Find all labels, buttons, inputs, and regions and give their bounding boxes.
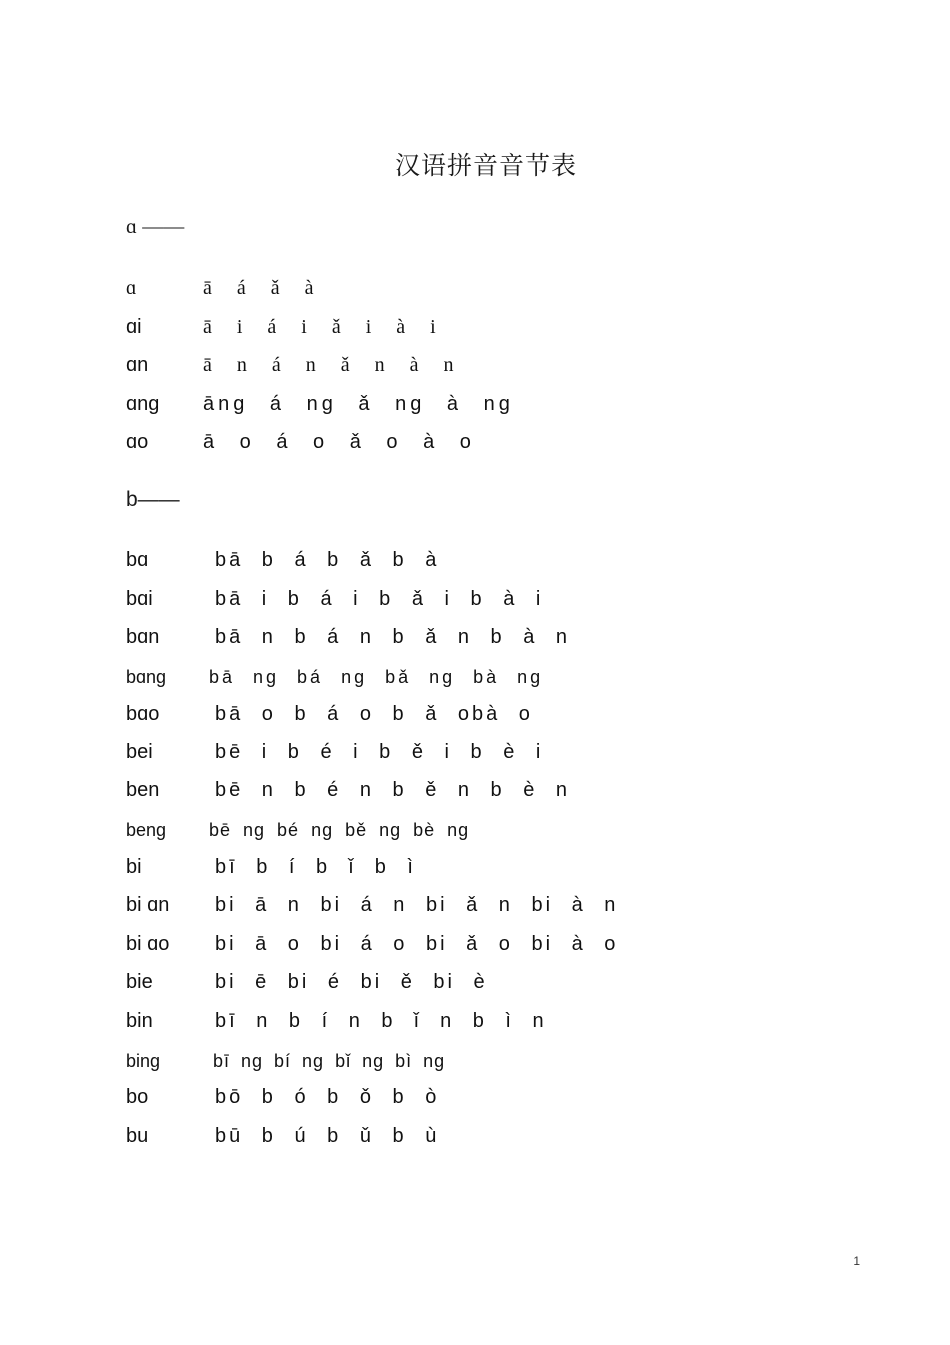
syllable-row — [0, 545, 950, 575]
syllable-label: ɑi — [126, 316, 142, 338]
syllable-row — [0, 622, 950, 652]
syllable-label: bɑi — [126, 588, 153, 610]
syllable-row — [0, 890, 950, 920]
syllable-label: ɑng — [126, 393, 160, 415]
tone-forms: ā n á n ǎ n à n — [203, 354, 458, 376]
tone-forms: bā o b á o b ǎ obà o — [215, 703, 533, 725]
syllable-row — [0, 1046, 950, 1076]
syllable-row — [0, 967, 950, 997]
tone-forms: bi ē bi é bi ě bi è — [215, 971, 488, 993]
syllable-label: bu — [126, 1125, 149, 1147]
tone-forms: āng á ng ǎ ng à ng — [203, 393, 514, 415]
tone-forms: bā b á b ǎ b à — [215, 549, 440, 571]
tone-forms: bō b ó b ǒ b ò — [215, 1086, 440, 1108]
syllable-label: bie — [126, 971, 153, 993]
tone-forms: bī ng bí ng bǐ ng bì ng — [213, 1051, 446, 1071]
syllable-label: bing — [126, 1051, 161, 1071]
syllable-row — [0, 350, 950, 380]
tone-forms: bē ng bé ng bě ng bè ng — [209, 820, 470, 840]
syllable-row — [0, 312, 950, 342]
syllable-row — [0, 662, 950, 692]
syllable-label: ben — [126, 779, 160, 801]
tone-forms: bī n b í n b ǐ n b ì n — [215, 1010, 547, 1032]
syllable-label: bɑ — [126, 549, 149, 571]
tone-forms: bi ā o bi á o bi ǎ o bi à o — [215, 933, 619, 955]
tone-forms: ā o á o ǎ o à o — [203, 431, 475, 453]
syllable-row — [0, 427, 950, 457]
tone-forms: bi ā n bi á n bi ǎ n bi à n — [215, 894, 619, 916]
syllable-row — [0, 273, 950, 303]
tone-forms: bī b í b ǐ b ì — [215, 856, 416, 878]
syllable-row — [0, 852, 950, 882]
syllable-label: bin — [126, 1010, 153, 1032]
page-number: 1 — [853, 1254, 860, 1268]
syllable-label: bɑo — [126, 703, 160, 725]
syllable-row — [0, 584, 950, 614]
tone-forms: ā á ǎ à — [203, 277, 318, 299]
page-title: 汉语拼音音节表 — [394, 151, 577, 180]
syllable-label: ɑ — [126, 277, 137, 299]
syllable-row — [0, 1082, 950, 1112]
syllable-label: bo — [126, 1086, 149, 1108]
tone-forms: bā n b á n b ǎ n b à n — [215, 626, 571, 648]
syllable-label: bei — [126, 741, 153, 763]
syllable-label: bi — [126, 856, 142, 878]
tone-forms: bū b ú b ǔ b ù — [215, 1125, 440, 1147]
section-heading-a: ɑ —— — [126, 214, 185, 238]
tone-forms: bē n b é n b ě n b è n — [215, 779, 571, 801]
syllable-label: ɑn — [126, 354, 149, 376]
syllable-row — [0, 929, 950, 959]
syllable-label: bi ɑo — [126, 933, 170, 955]
syllable-row — [0, 699, 950, 729]
section-heading-b: b—— — [126, 488, 180, 511]
syllable-row — [0, 815, 950, 845]
syllable-row — [0, 737, 950, 767]
tone-forms: bē i b é i b ě i b è i — [215, 741, 544, 763]
syllable-label: bɑn — [126, 626, 160, 648]
syllable-label: beng — [126, 820, 167, 840]
syllable-row — [0, 389, 950, 419]
syllable-row — [0, 1006, 950, 1036]
tone-forms: bā ng bá ng bǎ ng bà ng — [209, 667, 544, 687]
tone-forms: ā i á i ǎ i à i — [203, 316, 440, 338]
tone-forms: bā i b á i b ǎ i b à i — [215, 588, 544, 610]
syllable-label: ɑo — [126, 431, 149, 453]
syllable-row — [0, 1121, 950, 1151]
syllable-label: bi ɑn — [126, 894, 170, 916]
syllable-label: bɑng — [126, 667, 167, 687]
syllable-row — [0, 775, 950, 805]
